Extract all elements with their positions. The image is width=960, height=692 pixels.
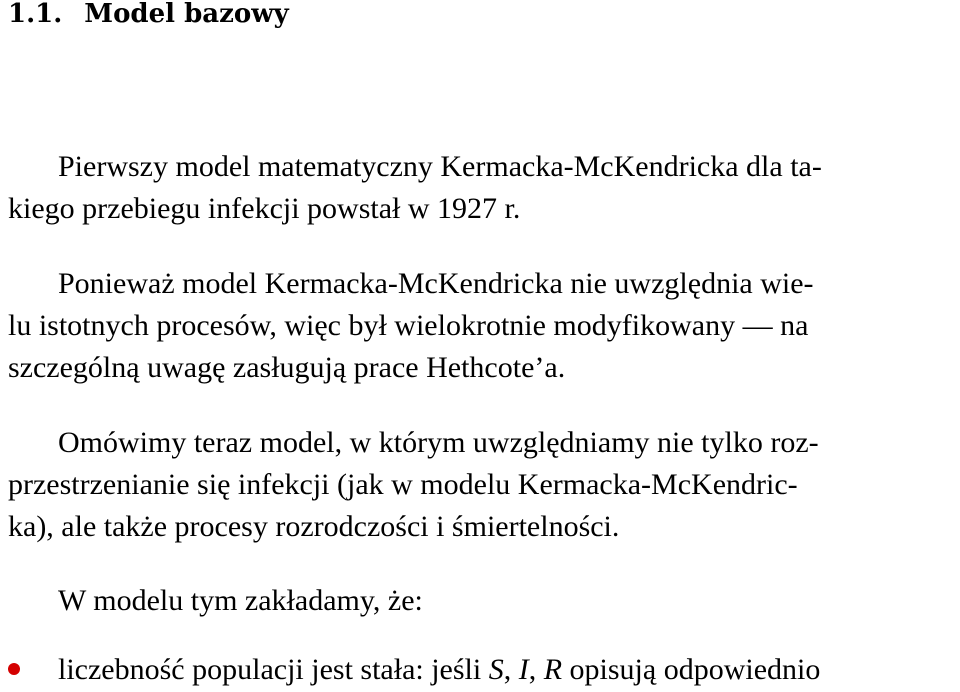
paragraph-2-line-1: Ponieważ model Kermacka-McKendricka nie uwzględnia wie- bbox=[58, 267, 814, 300]
math-variable-r: R bbox=[543, 653, 563, 686]
math-variable-i: I bbox=[518, 653, 529, 686]
bullet-sep-1: , bbox=[503, 653, 512, 686]
paragraph-3-line-3: ka), ale także procesy rozrodczości i śmiertelności. bbox=[8, 510, 620, 543]
bullet-text-after: opisują odpowiednio bbox=[569, 653, 821, 686]
bullet-item-1 bbox=[58, 651, 820, 689]
paragraph-4-line-1: W modelu tym zakładamy, że: bbox=[58, 584, 423, 617]
section-title: Model bazowy bbox=[84, 0, 289, 29]
paragraph-1-line-1: Pierwszy model matematyczny Kermacka-McKendricka dla ta- bbox=[58, 150, 822, 183]
paragraph-2-line-3: szczególną uwagę zasługują prace Hethcote’a. bbox=[8, 351, 566, 384]
bullet-text-before: liczebność populacji jest stała: jeśli bbox=[58, 653, 482, 686]
section-heading bbox=[8, 0, 289, 34]
paragraph-3-line-1: Omówimy teraz model, w którym uwzględniamy nie tylko roz- bbox=[58, 426, 819, 459]
math-variable-s: S bbox=[488, 653, 504, 686]
paragraph-2-line-2: lu istotnych procesów, więc był wielokrotnie modyfikowany — na bbox=[8, 309, 809, 342]
paragraph-3-line-2: przestrzenianie się infekcji (jak w modelu Kermacka-McKendric- bbox=[8, 468, 798, 501]
section-number: 1.1. bbox=[8, 0, 63, 29]
bullet-sep-2: , bbox=[528, 653, 537, 686]
bullet-dot-icon bbox=[8, 663, 20, 675]
paragraph-1-line-2: kiego przebiegu infekcji powstał w 1927 r. bbox=[8, 192, 521, 225]
